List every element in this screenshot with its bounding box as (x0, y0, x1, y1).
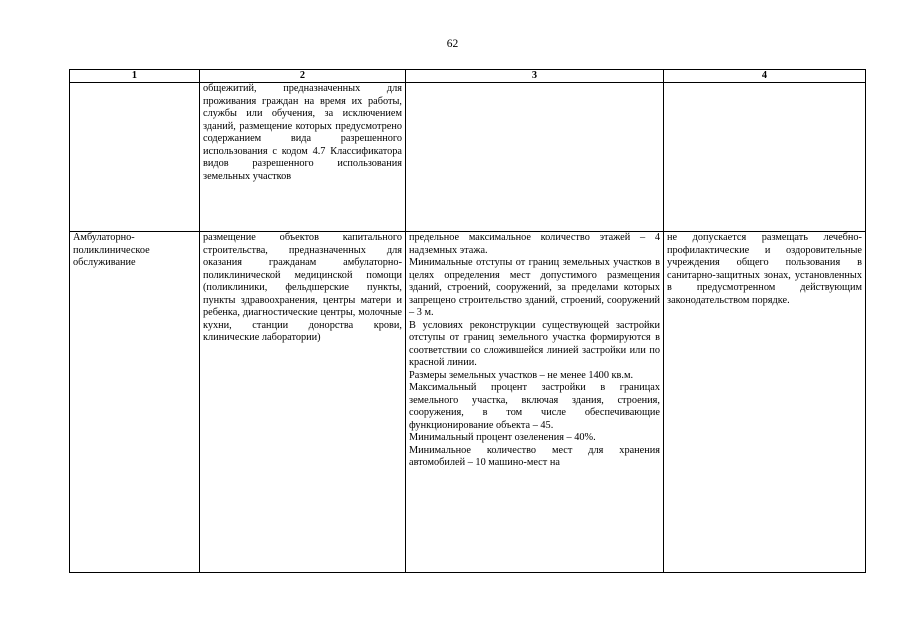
cell-land-use-type (70, 83, 200, 232)
parameter-paragraph: Максимальный процент застройки в границах земельного участка, включая здания, строения, сооружения, в том числе обеспечивающие функционирование объекта – 45. (409, 382, 660, 431)
parameter-paragraph: Размеры земельных участков – не менее 1400 кв.м. (409, 369, 634, 381)
parameter-paragraph: Минимальное количество мест для хранения автомобилей – 10 машино-мест на (409, 444, 660, 468)
page-number: 62 (446, 38, 459, 50)
cell-land-use-description: общежитий, предназначенных для проживания граждан на время их работы, службы или обучения, за исключением зданий, размещение которых предусмотрено содержанием вида разрешенного использования с кодом 4.7 Классификатора видов разрешенного использования земельных участков (200, 83, 406, 232)
column-header-4: 4 (664, 70, 866, 83)
cell-land-use-description: размещение объектов капитального строительства, предназначенных для оказания гражданам амбулаторно-поликлинической медицинской помощи (поликлиники, фельдшерские пункты, пункты здравоохранения, центры матери и ребенка, диагностические центры, молочные кухни, станции донорства крови, клинические лаборатории) (200, 232, 406, 573)
cell-parameters (406, 83, 664, 232)
cell-land-use-type: Амбулаторно-поликлиническое обслуживание (70, 232, 200, 573)
cell-parameters (406, 232, 664, 573)
table-row (70, 83, 866, 232)
parameter-paragraph: Минимальные отступы от границ земельных участков в целях определения мест допустимого размещения зданий, строений, сооружений, за пределами которых запрещено строительство зданий, строений, сооружений – 3 м. (409, 257, 660, 318)
column-header-3: 3 (406, 70, 664, 83)
parameter-paragraph: предельное максимальное количество этажей – 4 надземных этажа. (409, 232, 660, 256)
parameter-paragraph: Минимальный процент озеленения – 40%. (409, 432, 596, 443)
column-header-2: 2 (200, 70, 406, 83)
cell-restrictions (664, 83, 866, 232)
regulations-table (69, 69, 866, 573)
column-header-1: 1 (70, 70, 200, 83)
parameter-paragraph: В условиях реконструкции существующей застройки отступы от границ земельного участка формируются в соответствии со сложившейся линией застройки или по красной линии. (409, 319, 660, 368)
cell-restrictions: не допускается размещать лечебно-профилактические и оздоровительные учреждения общего пользования в санитарно-защитных зонах, установленных в предусмотренном действующим законодательством порядке. (664, 232, 866, 573)
table-header-row (70, 70, 866, 83)
table-row (70, 232, 866, 573)
